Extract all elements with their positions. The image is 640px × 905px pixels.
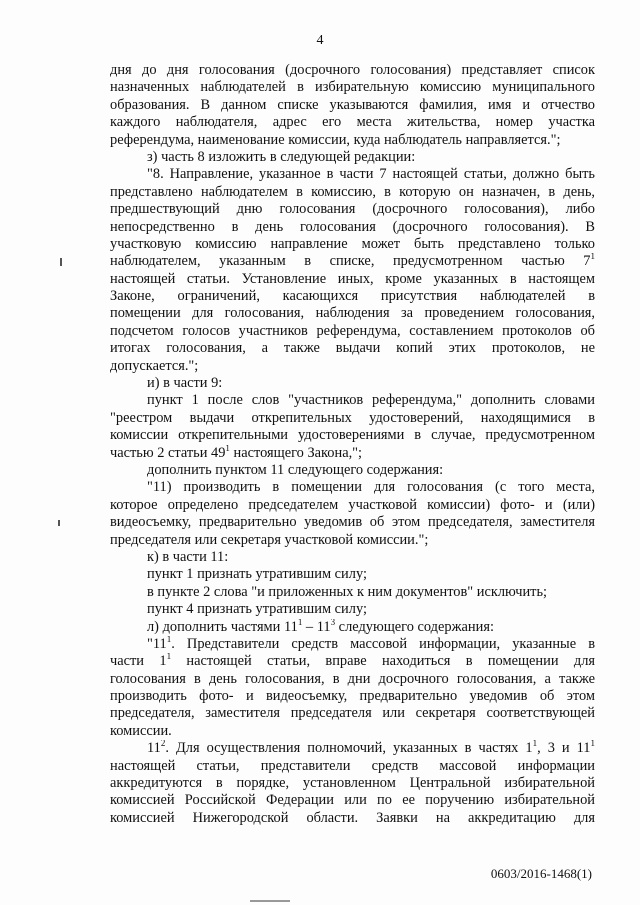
text-line bbox=[110, 653, 595, 670]
line-text: частью 2 статьи 49 bbox=[110, 444, 226, 461]
text-line bbox=[110, 340, 595, 357]
line-text: пункт 1 признать утратившим силу; bbox=[147, 566, 367, 583]
line-text: "11 bbox=[147, 635, 167, 652]
line-text: председателя, заместителя председателя или секретаря соответствующей bbox=[110, 705, 595, 722]
line-text: представлено наблюдателем в комиссию, в которую он назначен, в день, bbox=[110, 183, 595, 200]
line-text: комиссией Нижегородской области. Заявки на аккредитацию для bbox=[110, 809, 595, 826]
text-line bbox=[110, 705, 595, 722]
line-text: комиссии открепительными удостоверениями в случае, предусмотренном bbox=[110, 427, 595, 444]
document-code: 0603/2016-1468(1) bbox=[490, 866, 592, 881]
line-text: непосредственно в день голосования (досрочного голосования). В bbox=[110, 218, 595, 235]
line-text: "8. Направление, указанное в части 7 настоящей статьи, должно быть bbox=[147, 166, 595, 183]
text-line bbox=[110, 723, 595, 740]
text-line bbox=[110, 392, 595, 409]
line-text: части 1 bbox=[110, 653, 167, 670]
line-text: з) часть 8 изложить в следующей редакции: bbox=[147, 148, 416, 165]
text-line bbox=[110, 775, 595, 792]
text-line bbox=[110, 601, 595, 618]
text-line bbox=[110, 358, 595, 375]
line-text: видеосъемку, предварительно уведомив об этом председателя, заместителя bbox=[110, 514, 595, 531]
line-text: помещении для голосования, наблюдения за проведением голосования, bbox=[110, 305, 595, 322]
superscript: 1 bbox=[297, 618, 303, 627]
superscript: 1 bbox=[590, 740, 595, 749]
line-text: итогах голосования, а также выдачи копий этих протоколов, не bbox=[110, 340, 595, 357]
superscript: 2 bbox=[160, 740, 166, 749]
text-line bbox=[110, 584, 595, 601]
text-line bbox=[110, 479, 595, 496]
line-text: . Представители средств массовой информации, указанные в bbox=[171, 635, 595, 652]
line-text: настоящей статьи, вправе находиться в помещении для bbox=[171, 653, 595, 670]
line-text: и) в части 9: bbox=[147, 375, 223, 392]
text-line bbox=[110, 462, 595, 479]
text-line bbox=[110, 758, 595, 775]
line-text: л) дополнить частями 11 bbox=[147, 618, 298, 635]
superscript: 3 bbox=[330, 618, 336, 627]
text-line bbox=[110, 79, 595, 96]
text-line bbox=[110, 566, 595, 583]
line-text: голосования в день голосования, в дни досрочного голосования, а также bbox=[110, 670, 595, 687]
line-text: допускается."; bbox=[110, 357, 199, 374]
text-line bbox=[110, 271, 595, 288]
superscript: 1 bbox=[532, 740, 538, 749]
line-text: аккредитуются в порядке, установленном Центральной избирательной bbox=[110, 775, 595, 792]
text-line bbox=[110, 253, 595, 270]
scan-mark bbox=[58, 520, 60, 526]
line-text: дня до дня голосования (досрочного голосования) представляет список bbox=[110, 62, 595, 78]
text-line bbox=[110, 532, 595, 549]
text-line bbox=[110, 497, 595, 514]
text-line bbox=[110, 236, 595, 253]
text-line bbox=[110, 62, 595, 79]
line-text: "11) производить в помещении для голосования (с того места, bbox=[147, 479, 595, 496]
text-line bbox=[110, 410, 595, 427]
text-line bbox=[110, 740, 595, 757]
text-line bbox=[110, 445, 595, 462]
line-text: предшествующий дню голосования (досрочного голосования), либо bbox=[110, 201, 595, 218]
superscript: 1 bbox=[166, 635, 172, 644]
line-text: – 11 bbox=[302, 618, 331, 635]
line-text: к) в части 11: bbox=[147, 548, 229, 565]
line-text: пункт 1 после слов "участников референдума," дополнить словами bbox=[147, 392, 595, 409]
text-line bbox=[110, 166, 595, 183]
line-text: в пункте 2 слова "и приложенных к ним документов" исключить; bbox=[147, 583, 548, 600]
text-line bbox=[110, 792, 595, 809]
text-line bbox=[110, 514, 595, 531]
text-line bbox=[110, 323, 595, 340]
line-text: подсчетом голосов участников референдума, составлением протоколов об bbox=[110, 322, 595, 339]
line-text: следующего содержания: bbox=[335, 618, 494, 635]
text-line bbox=[110, 688, 595, 705]
text-line bbox=[110, 288, 595, 305]
scan-mark bbox=[250, 900, 290, 902]
text-line bbox=[110, 427, 595, 444]
text-line bbox=[110, 305, 595, 322]
text-line bbox=[110, 671, 595, 688]
text-line bbox=[110, 149, 595, 166]
line-text: комиссии. bbox=[110, 722, 172, 739]
superscript: 1 bbox=[590, 253, 595, 262]
text-line bbox=[110, 375, 595, 392]
line-text: 11 bbox=[147, 740, 161, 757]
document-body bbox=[110, 62, 595, 827]
line-text: настоящей статьи. Установление иных, кроме указанных в настоящем bbox=[110, 270, 595, 287]
line-text: участковую комиссию направление может быть представлено только bbox=[110, 235, 595, 252]
line-text: референдума, наименование комиссии, куда наблюдатель направляется."; bbox=[110, 131, 561, 148]
text-line bbox=[110, 810, 595, 827]
text-line bbox=[110, 201, 595, 218]
line-text: Законе, ограничений, касающихся присутствия наблюдателей в bbox=[110, 288, 595, 305]
text-line bbox=[110, 114, 595, 131]
line-text: настоящей статьи, представители средств массовой информации bbox=[110, 757, 595, 774]
text-line bbox=[110, 636, 595, 653]
line-text: пункт 4 признать утратившим силу; bbox=[147, 601, 367, 618]
text-line bbox=[110, 132, 595, 149]
line-text: наблюдателем, указанным в списке, предусмотренном частью 7 bbox=[110, 253, 591, 270]
line-text: каждого наблюдателя, адрес его места жительства, номер участка bbox=[110, 114, 595, 131]
line-text: образования. В данном списке указываются фамилия, имя и отчество bbox=[110, 96, 595, 113]
line-text: назначенных наблюдателей в избирательную комиссию муниципального bbox=[110, 79, 595, 96]
line-text: комиссией Российской Федерации или по ее поручению избирательной bbox=[110, 792, 595, 809]
line-text: производить фото- и видеосъемку, предварительно уведомив об этом bbox=[110, 688, 595, 705]
page-number: 4 bbox=[316, 33, 324, 48]
line-text: "реестром выдачи открепительных удостоверений, находящимися в bbox=[110, 409, 595, 426]
line-text: дополнить пунктом 11 следующего содержания: bbox=[147, 461, 444, 478]
scan-mark bbox=[60, 258, 62, 266]
line-text: . Для осуществления полномочий, указанных в частях 1 bbox=[165, 740, 533, 757]
text-line bbox=[110, 97, 595, 114]
line-text: , 3 и 11 bbox=[537, 740, 591, 757]
text-line bbox=[110, 549, 595, 566]
text-line bbox=[110, 219, 595, 236]
line-text: которое определено председателем участковой комиссии) фото- и (или) bbox=[110, 496, 595, 513]
line-text: председателя или секретаря участковой комиссии."; bbox=[110, 531, 429, 548]
line-text: настоящего Закона,"; bbox=[229, 444, 363, 461]
text-line bbox=[110, 619, 595, 636]
superscript: 1 bbox=[225, 444, 230, 453]
text-line bbox=[110, 184, 595, 201]
superscript: 1 bbox=[166, 653, 172, 662]
